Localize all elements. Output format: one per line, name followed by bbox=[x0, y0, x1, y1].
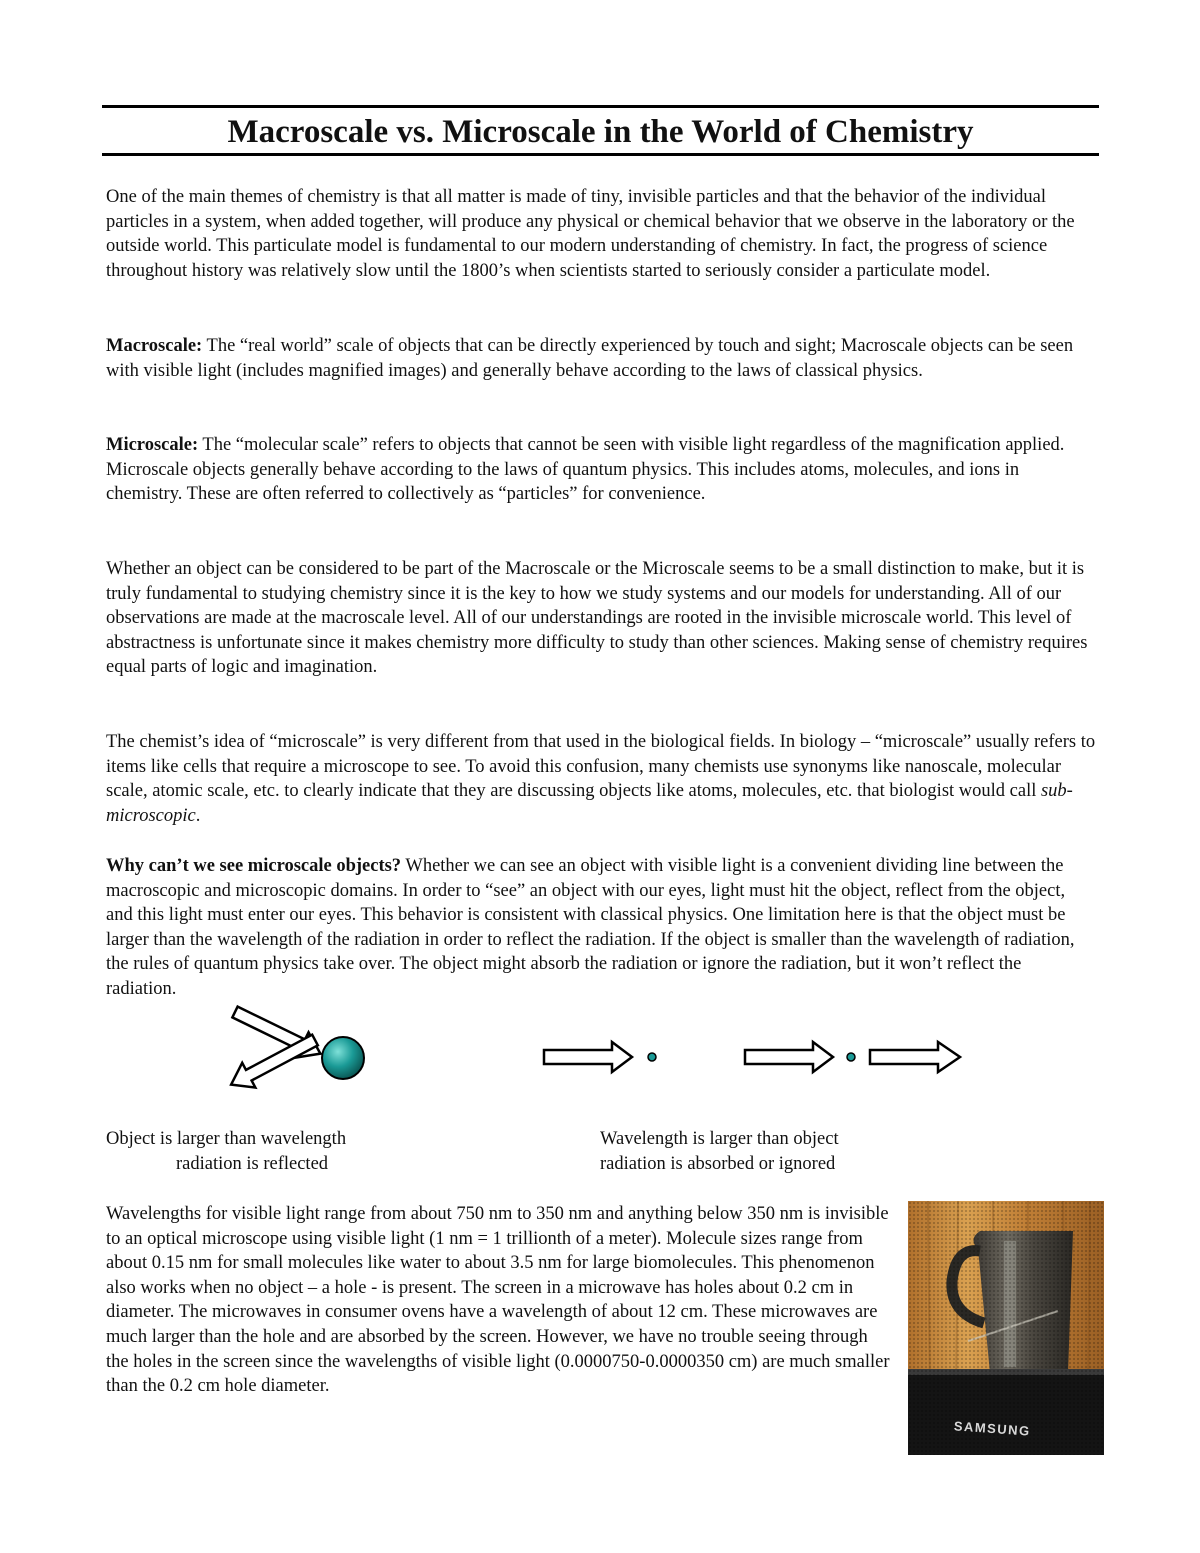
why-paragraph bbox=[106, 854, 1096, 1002]
chemist-end: . bbox=[195, 805, 201, 826]
chemist-text: The chemist’s idea of “microscale” is very different from that used in the biological fields. In biology – “microscale” usually refers to items like cells that require a microscope to see. To avoid this confusion, many chemists use synonyms like nanoscale, molecular scale, atomic scale, etc. to clearly indicate that they are discussing objects like atoms, molecules, etc. that biologist would call bbox=[106, 732, 1096, 802]
wavelengths-paragraph: Wavelengths for visible light range from about 750 nm to 350 nm and anything below 350 nm is invisible to an optical microscope using visible light (1 nm = 1 trillionth of a meter). Molecule sizes range from about 0.15 nm for small molecules like water to about 3.5 nm for large biomolecules. This phenomenon also works when no object – a hole - is present. The screen in a microwave has holes about 0.2 cm in diameter. The microwaves in consumer ovens have a wavelength of about 12 cm. These microwaves are much larger than the hole and are absorbed by the screen. However, we have no trouble seeing through the holes in the screen since the wavelengths of visible light (0.0000750-0.0000350 cm) are much smaller than the 0.2 cm hole diameter. bbox=[106, 1204, 890, 1397]
microscale-definition bbox=[106, 433, 1096, 507]
microscale-term: Microscale: bbox=[106, 435, 199, 455]
microwave-brand-logo: SAMSUNG bbox=[953, 1418, 1032, 1439]
title-rule-bottom bbox=[102, 153, 1099, 156]
absorption-caption bbox=[600, 1127, 839, 1177]
chemist-paragraph bbox=[106, 730, 1096, 828]
wave-arrow-2-icon bbox=[745, 1042, 833, 1072]
why-text: Whether we can see an object with visible light is a convenient dividing line between the macroscopic and microscopic domains. In order to “see” an object with our eyes, light must hit the object, reflect from the object, and this light must enter our eyes. This behavior is consistent with classical physics. One limitation here is that the object must be larger than the wavelength of the radiation in order to reflect the radiation. If the object is smaller than the wavelength of radiation, the rules of quantum physics take over. The object might absorb the radiation or ignore the radiation, but it won’t reflect the radiation. bbox=[106, 856, 1075, 999]
why-question: Why can’t we see microscale objects? bbox=[106, 856, 402, 876]
chemist-italic-term: sub-microscopic bbox=[106, 781, 1073, 826]
reflection-diagram bbox=[220, 1000, 380, 1110]
macroscale-term: Macroscale: bbox=[106, 336, 203, 356]
absorption-diagram bbox=[540, 1040, 970, 1076]
macroscale-text: The “real world” scale of objects that can be directly experienced by touch and sight; Macroscale objects can be seen with visible light (includes magnified images) and generally behave according to the laws of classical physics. bbox=[106, 336, 1074, 381]
title-rule-top bbox=[102, 105, 1099, 108]
wave-arrow-1-icon bbox=[544, 1042, 632, 1072]
absorption-caption-line2: radiation is absorbed or ignored bbox=[600, 1154, 836, 1174]
page-title: Macroscale vs. Microscale in the World of Chemistry bbox=[227, 114, 974, 150]
reflection-caption bbox=[106, 1127, 346, 1177]
reflection-caption-line1: Object is larger than wavelength bbox=[106, 1129, 347, 1149]
reflection-caption-line2: radiation is reflected bbox=[176, 1154, 329, 1174]
small-particle-2-icon bbox=[847, 1053, 855, 1061]
microscale-text: The “molecular scale” refers to objects that cannot be seen with visible light regardless of the magnification applied. Microscale objects generally behave according to the laws of quantum physics. This includes atoms, molecules, and ions in chemistry. These are often referred to collectively as “particles” for convenience. bbox=[106, 435, 1065, 505]
distinction-paragraph: Whether an object can be considered to be part of the Macroscale or the Microscale seems to be a small distinction to make, but it is truly fundamental to studying chemistry since it is the key to how we study systems and our models for understanding. All of our observations are made at the macroscale level. All of our understandings are rooted in the invisible microscale world. This level of abstractness is unfortunate since it makes chemistry more difficulty to study than other sciences. Making sense of chemistry requires equal parts of logic and imagination. bbox=[106, 559, 1088, 678]
small-particle-1-icon bbox=[648, 1053, 656, 1061]
intro-paragraph: One of the main themes of chemistry is that all matter is made of tiny, invisible particles and that the behavior of the individual particles in a system, when added together, will produce any physical or chemical behavior that we observe in the laboratory or the outside world. This particulate model is fundamental to our modern understanding of chemistry. In fact, the progress of science throughout history was relatively slow until the 1800’s when scientists started to seriously consider a particulate model. bbox=[106, 187, 1075, 281]
wave-arrow-3-icon bbox=[870, 1042, 960, 1072]
microwave-screen-photo bbox=[908, 1201, 1104, 1455]
large-object-sphere-icon bbox=[322, 1037, 364, 1079]
macroscale-definition bbox=[106, 334, 1096, 383]
absorption-caption-line1: Wavelength is larger than object bbox=[600, 1129, 839, 1149]
